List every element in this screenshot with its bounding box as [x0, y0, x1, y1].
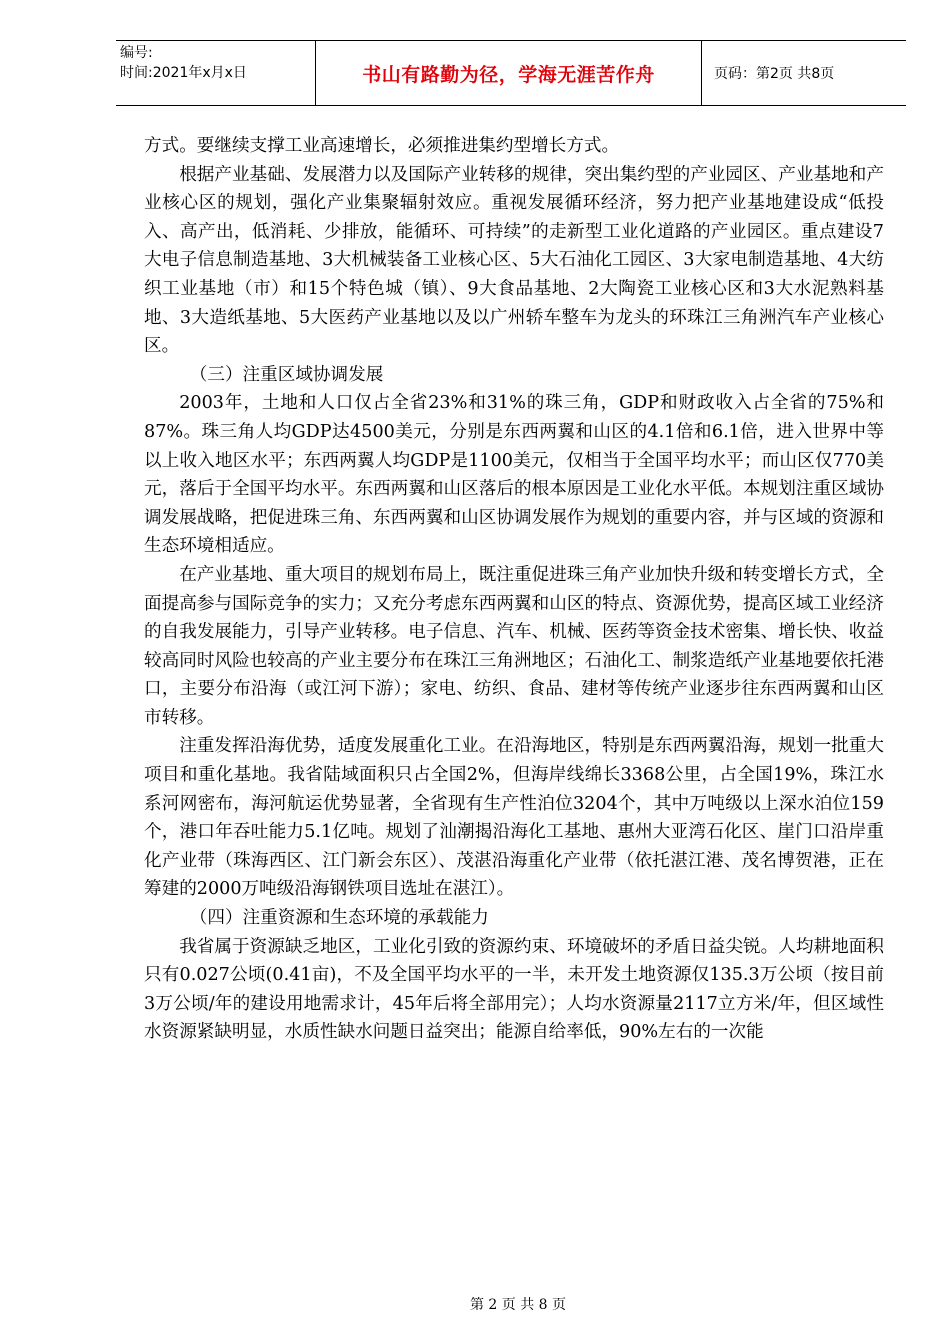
paragraph: 根据产业基础、发展潜力以及国际产业转移的规律，突出集约型的产业园区、产业基地和产业核心区的规划，强化产业集聚辐射效应。重视发展循环经济，努力把产业基地建设成“低投入、高产出，低消耗、少排放，能循环、可持续”的走新型工业化道路的产业园区。重点建设7大电子信息制造基地、3大机械装备工业核心区、5大石油化工园区、3大家电制造基地、4大纺织工业基地（市）和15个特色城（镇）、9大食品基地、2大陶瓷工业核心区和3大水泥熟料基地、3大造纸基地、5大医药产业基地以及以广州轿车整车为龙头的环珠江三角洲汽车产业核心区。 [144, 164, 884, 357]
paragraph-continuation: 方式。要继续支撑工业高速增长，必须推进集约型增长方式。 [144, 136, 620, 156]
paragraph: 在产业基地、重大项目的规划布局上，既注重促进珠三角产业加快升级和转变增长方式，全面提高参与国际竞争的实力；又充分考虑东西两翼和山区的特点、资源优势，提高区域工业经济的自我发展能力，引导产业转移。电子信息、汽车、机械、医药等资金技术密集、增长快、收益较高同时风险也较高的产业主要分布在珠江三角洲地区；石油化工、制浆造纸产业基地要依托港口，主要分布沿海（或江河下游）；家电、纺织、食品、建材等传统产业逐步往东西两翼和山区市转移。 [144, 564, 884, 728]
document-number-label: 编号: [120, 45, 153, 61]
header-page-indicator: 页码：第2页 共8页 [714, 66, 835, 82]
section-heading: （四）注重资源和生态环境的承载能力 [189, 908, 489, 929]
header-meta [116, 41, 316, 105]
document-time-label: 时间:2021年x月x日 [120, 65, 247, 81]
document-body [144, 132, 884, 1047]
page-header [116, 40, 906, 106]
paragraph: 2003年，土地和人口仅占全省23%和31%的珠三角，GDP和财政收入占全省的75%和87%。珠三角人均GDP达4500美元，分别是东西两翼和山区的4.1倍和6.1倍，进入世界中等以上收入地区水平；东西两翼人均GDP是1100美元，仅相当于全国平均水平；而山区仅770美元，落后于全国平均水平。东西两翼和山区落后的根本原因是工业化水平低。本规划注重区域协调发展战略，把促进珠三角、东西两翼和山区协调发展作为规划的重要内容，并与区域的资源和生态环境相适应。 [144, 393, 884, 557]
paragraph: 注重发挥沿海优势，适度发展重化工业。在沿海地区，特别是东西两翼沿海，规划一批重大项目和重化基地。我省陆域面积只占全国2%，但海岸线绵长3368公里，占全国19%，珠江水系河网密布，海河航运优势显著，全省现有生产性泊位3204个，其中万吨级以上深水泊位159个，港口年吞吐能力5.1亿吨。规划了汕潮揭沿海化工基地、惠州大亚湾石化区、崖门口沿岸重化产业带（珠海西区、江门新会东区）、茂湛沿海重化产业带（依托湛江港、茂名博贺港，正在筹建的2000万吨级沿海钢铁项目选址在湛江）。 [144, 736, 884, 900]
page-footer: 第 2 页 共 8 页 [469, 1297, 567, 1313]
section-heading: （三）注重区域协调发展 [189, 364, 384, 385]
header-motto: 书山有路勤为径，学海无涯苦作舟 [316, 41, 702, 105]
paragraph: 我省属于资源缺乏地区，工业化引致的资源约束、环境破坏的矛盾日益尖锐。人均耕地面积只有0.027公顷(0.41亩)，不及全国平均水平的一半，未开发土地资源仅135.3万公顷（按目前3万公顷/年的建设用地需求计，45年后将全部用完）；人均水资源量2117立方米/年，但区域性水资源紧缺明显，水质性缺水问题日益突出；能源自给率低，90%左右的一次能 [144, 936, 884, 1043]
